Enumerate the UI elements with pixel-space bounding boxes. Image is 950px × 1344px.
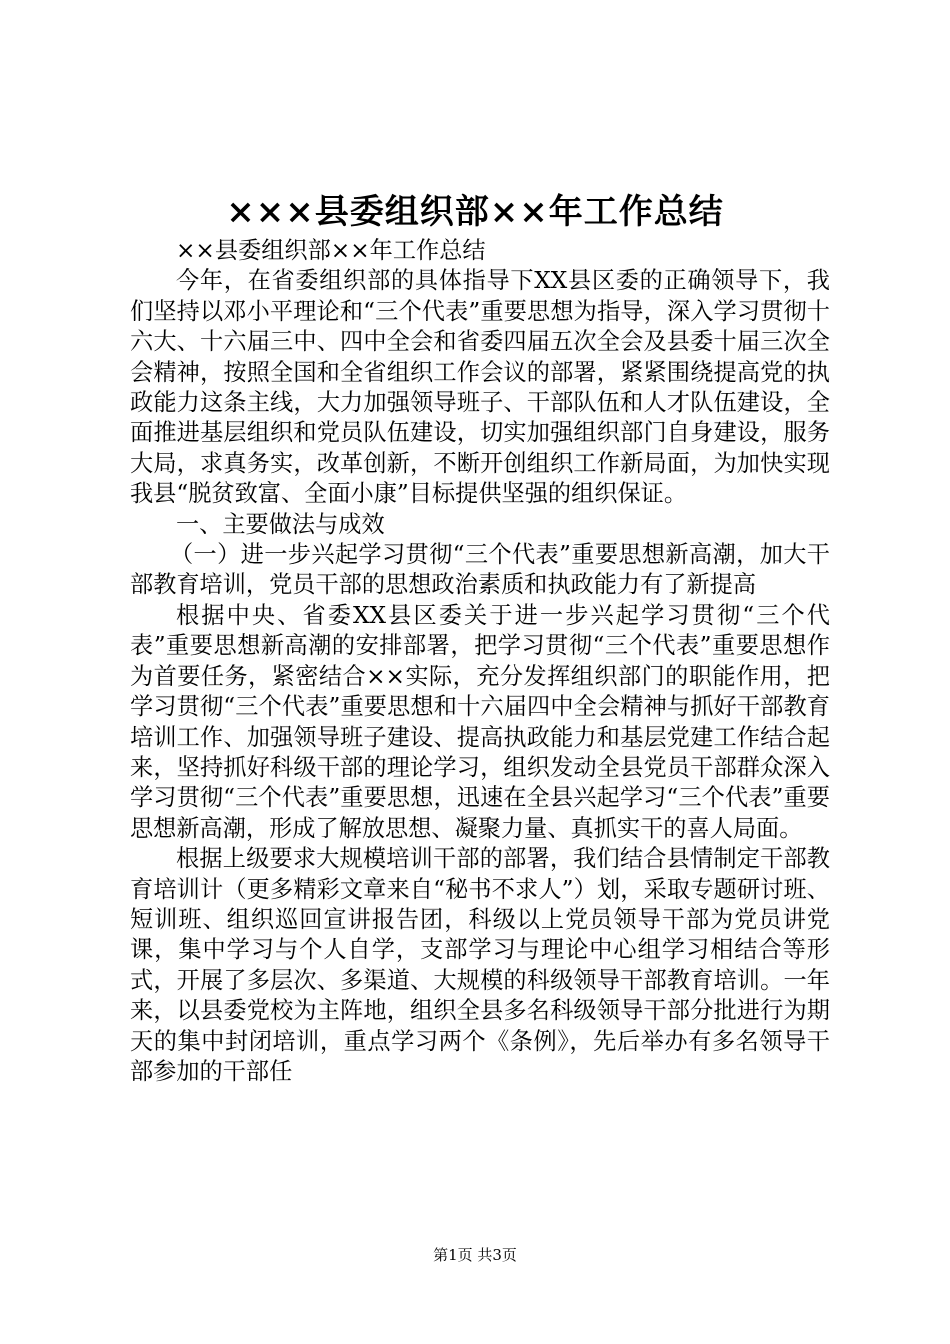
- section-heading: 一、主要做法与成效: [176, 510, 385, 538]
- document-body: [130, 236, 830, 1087]
- subsection-heading: （一）进一步兴起学习贯彻“三个代表”重要思想新高潮，加大干部教育培训，党员干部的思想政治素质和执政能力有了新提高: [130, 541, 830, 599]
- intro-paragraph: 今年，在省委组织部的具体指导下XX县区委的正确领导下，我们坚持以邓小平理论和“三个代表”重要思想为指导，深入学习贯彻十六大、十六届三中、四中全会和省委四届五次全会及县委十届三次全会精神，按照全国和全省组织工作会议的部署，紧紧围绕提高党的执政能力这条主线，大力加强领导班子、干部队伍和人才队伍建设，全面推进基层组织和党员队伍建设，切实加强组织部门自身建设，服务大局，求真务实，改革创新，不断开创组织工作新局面，为加快实现我县“脱贫致富、全面小康”目标提供坚强的组织保证。: [130, 267, 830, 508]
- document-title: ×××县委组织部××年工作总结: [226, 192, 724, 232]
- body-paragraph: 根据中央、省委XX县区委关于进一步兴起学习贯彻“三个代表”重要思想新高潮的安排部署，把学习贯彻“三个代表”重要思想作为首要任务，紧密结合××实际，充分发挥组织部门的职能作用，把学习贯彻“三个代表”重要思想和十六届四中全会精神与抓好干部教育培训工作、加强领导班子建设、提高执政能力和基层党建工作结合起来，坚持抓好科级干部的理论学习，组织发动全县党员干部群众深入学习贯彻“三个代表”重要思想，迅速在全县兴起学习“三个代表”重要思想新高潮，形成了解放思想、凝聚力量、真抓实干的喜人局面。: [130, 601, 830, 842]
- page-number-footer: 第1页 共3页: [433, 1246, 517, 1264]
- subtitle-paragraph: ××县委组织部××年工作总结: [176, 237, 486, 264]
- body-paragraph: 根据上级要求大规模培训干部的部署，我们结合县情制定干部教育培训计（更多精彩文章来自“秘书不求人”）划，采取专题研讨班、短训班、组织巡回宣讲报告团，科级以上党员领导干部为党员讲党课，集中学习与个人自学，支部学习与理论中心组学习相结合等形式，开展了多层次、多渠道、大规模的科级领导干部教育培训。一年来，以县委党校为主阵地，组织全县多名科级领导干部分批进行为期天的集中封闭培训，重点学习两个《条例》，先后举办有多名领导干部参加的干部任: [130, 845, 830, 1085]
